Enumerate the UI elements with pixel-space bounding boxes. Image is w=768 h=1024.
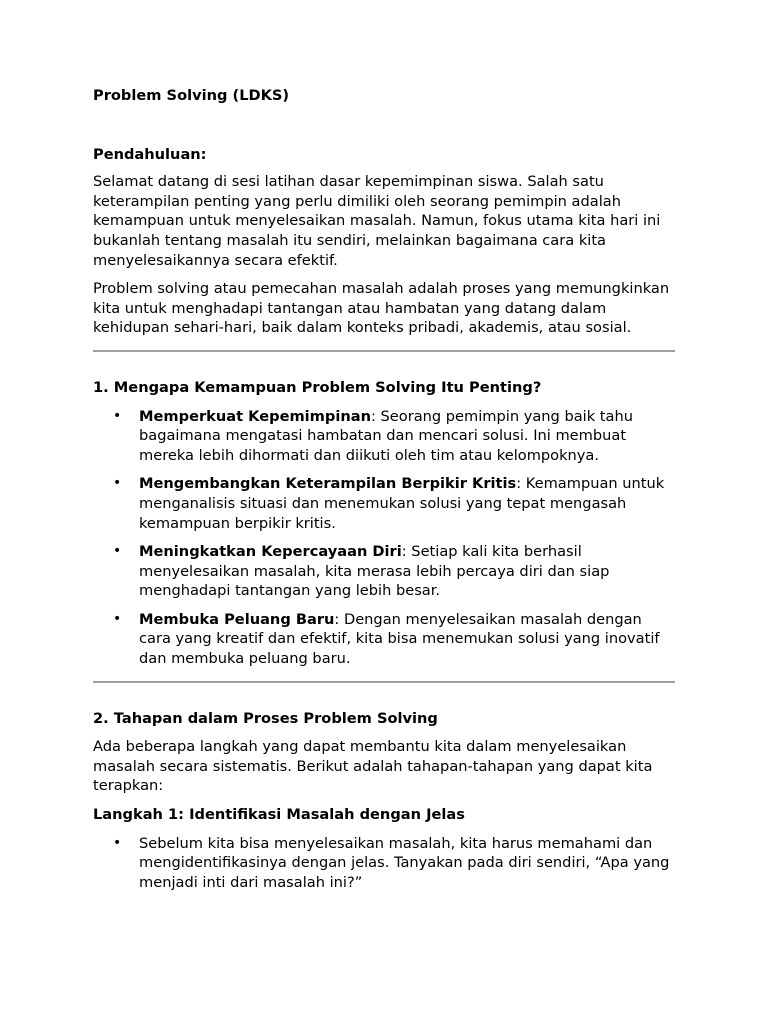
list-item-text: : Kemampuan untuk menganalisis situasi dan menemukan solusi yang tepat mengasah kemampuan berpikir kritis.: [139, 475, 665, 532]
list-item-text: : Dengan menyelesaikan masalah dengan cara yang kreatif dan efektif, kita bisa menemukan solusi yang inovatif dan membuka peluang baru.: [139, 610, 660, 668]
section1-list: [93, 407, 675, 669]
section1-heading: 1. Mengapa Kemampuan Problem Solving Itu Penting?: [93, 378, 542, 396]
step1-list: [93, 834, 675, 893]
list-item: [93, 407, 675, 466]
divider-2: [93, 681, 675, 683]
list-item-bold: Membuka Peluang Baru: [139, 610, 335, 628]
list-item: [93, 542, 675, 601]
bullet-icon: •: [113, 834, 122, 851]
list-item: [93, 474, 675, 533]
list-item-bold: Meningkatkan Kepercayaan Diri: [139, 543, 402, 561]
intro-paragraph-1: Selamat datang di sesi latihan dasar kepemimpinan siswa. Salah satu keterampilan penting yang perlu dimiliki oleh seorang pemimpin adalah kemampuan untuk menyelesaikan masalah. Namun, fokus utama kita hari ini bukanlah tentang masalah itu sendiri, melainkan bagaimana cara kita menyelesaikannya secara efektif.: [93, 173, 661, 269]
list-item-bold: Memperkuat Kepemimpinan: [139, 407, 371, 425]
list-item-text: Sebelum kita bisa menyelesaikan masalah, kita harus memahami dan mengidentifikasinya dengan jelas. Tanyakan pada diri sendiri, “Apa yang menjadi inti dari masalah ini?”: [139, 834, 670, 891]
bullet-icon: •: [113, 610, 122, 627]
intro-paragraph-2: Problem solving atau pemecahan masalah adalah proses yang memungkinkan kita untuk menghadapi tantangan atau hambatan yang datang dalam kehidupan sehari-hari, baik dalam konteks pribadi, akademis, atau sosial.: [93, 280, 670, 337]
list-item: [93, 610, 675, 669]
section2-paragraph: Ada beberapa langkah yang dapat membantu kita dalam menyelesaikan masalah secara sistematis. Berikut adalah tahapan-tahapan yang dapat kita terapkan:: [93, 738, 653, 795]
step1-heading: Langkah 1: Identifikasi Masalah dengan Jelas: [93, 806, 465, 824]
list-item: [93, 834, 675, 893]
list-item-text: : Setiap kali kita berhasil menyelesaikan masalah, kita merasa lebih percaya diri dan siap menghadapi tantangan yang lebih besar.: [139, 543, 610, 600]
divider-1: [93, 350, 675, 352]
document-title: Problem Solving (LDKS): [93, 87, 290, 104]
section2-heading: 2. Tahapan dalam Proses Problem Solving: [93, 709, 438, 727]
list-item-bold: Mengembangkan Keterampilan Berpikir Kritis: [139, 475, 517, 493]
list-item-text: : Seorang pemimpin yang baik tahu bagaimana mengatasi hambatan dan mencari solusi. Ini membuat mereka lebih dihormati dan diikuti oleh tim atau kelompoknya.: [139, 407, 633, 464]
bullet-icon: •: [113, 543, 122, 560]
bullet-icon: •: [113, 407, 122, 424]
bullet-icon: •: [113, 475, 122, 492]
intro-heading: Pendahuluan:: [93, 145, 207, 163]
